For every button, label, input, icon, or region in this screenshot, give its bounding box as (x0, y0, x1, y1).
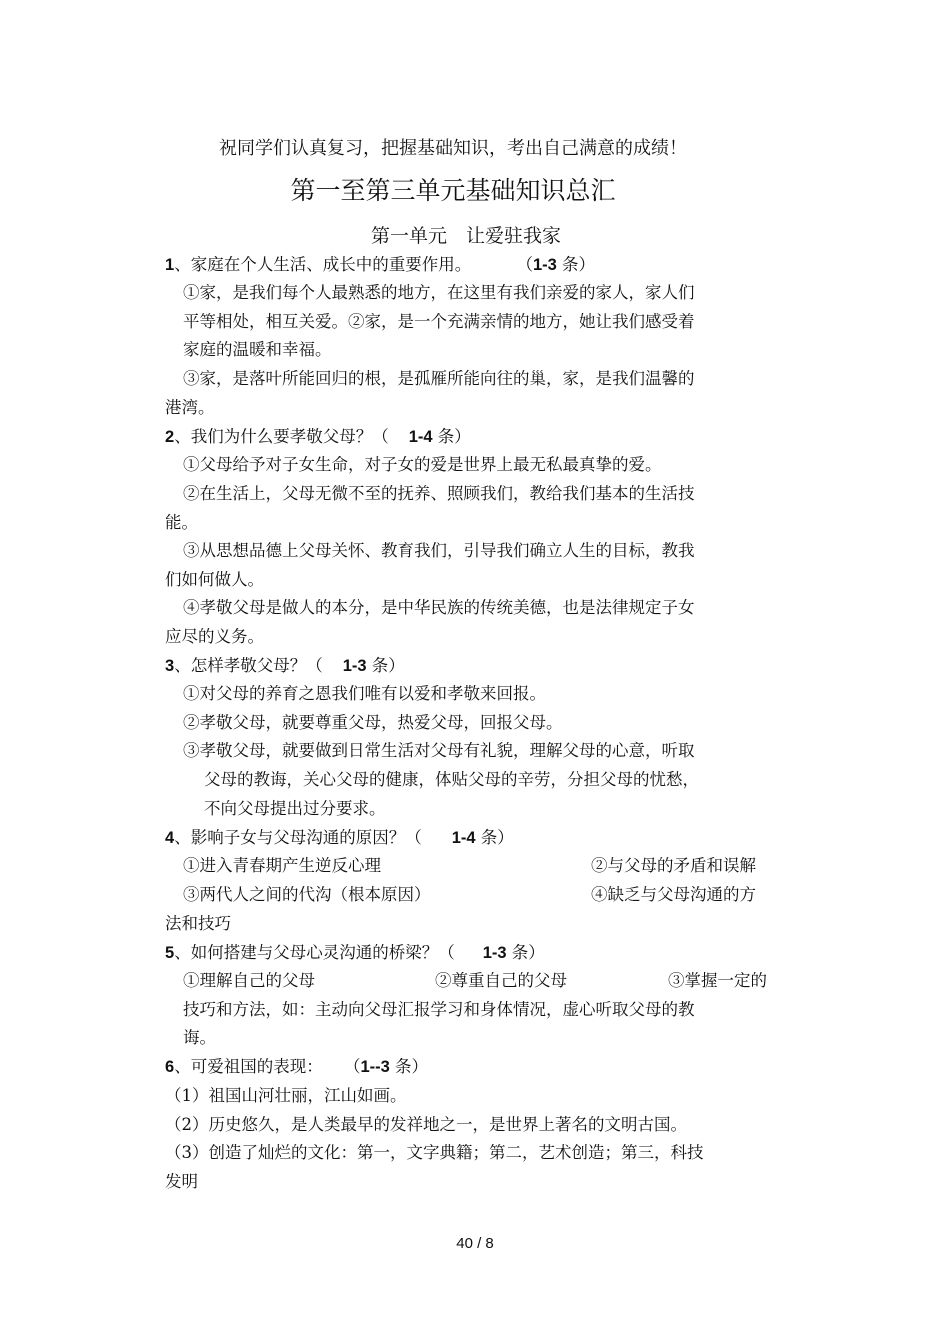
question-text: 、我们为什么要孝敬父母？（ (174, 427, 389, 446)
answer-line: （3）创造了灿烂的文化：第一，文字典籍；第二，艺术创造；第三，科技 (165, 1143, 704, 1162)
question-text: 、影响子女与父母沟通的原因？（ (174, 828, 422, 847)
question-number: 1 (165, 256, 175, 274)
answer-line: ①对父母的养育之恩我们唯有以爱和孝敬来回报。 (183, 684, 546, 703)
range-value: 1-3 (482, 944, 507, 962)
question-text: 、可爱祖国的表现： (174, 1057, 323, 1076)
range-close: 条） (366, 656, 405, 675)
range-open: （ (516, 255, 533, 274)
answer-item: ②与父母的矛盾和误解 (591, 856, 756, 875)
page-number: 40 / 8 (456, 1235, 494, 1252)
question-1-heading (165, 254, 595, 276)
question-4-heading (165, 827, 514, 849)
range-value: 1-4 (451, 829, 476, 847)
answer-line: 港湾。 (165, 398, 215, 417)
answer-item: ①理解自己的父母 (183, 971, 315, 990)
answer-line: ③家，是落叶所能回归的根，是孤雁所能向往的巢，家，是我们温馨的 (183, 369, 695, 388)
question-text: 、如何搭建与父母心灵沟通的桥梁？（ (174, 943, 455, 962)
answer-item: ③两代人之间的代沟（根本原因） (183, 885, 431, 904)
range-value: 1-3 (342, 657, 367, 675)
range-open: （ (343, 1057, 361, 1076)
answer-line: 不向父母提出过分要求。 (204, 799, 386, 818)
answer-line: ②孝敬父母，就要尊重父母，热爱父母，回报父母。 (183, 713, 563, 732)
answer-line: ①父母给予对子女生命，对子女的爱是世界上最无私最真挚的爱。 (183, 455, 662, 474)
answer-line: （2）历史悠久，是人类最早的发祥地之一，是世界上著名的文明古国。 (165, 1115, 687, 1134)
answer-item: ②尊重自己的父母 (435, 971, 567, 990)
unit-title: 第一单元 让爱驻我家 (370, 225, 561, 247)
question-number: 6 (165, 1058, 175, 1076)
question-number: 3 (165, 657, 175, 675)
question-6-heading (165, 1056, 428, 1078)
answer-line: ③孝敬父母，就要做到日常生活对父母有礼貌，理解父母的心意，听取 (183, 741, 695, 760)
question-5-heading (165, 942, 545, 964)
answer-line: ③从思想品德上父母关怀、教育我们，引导我们确立人生的目标，教我 (183, 541, 695, 560)
answer-line: 发明 (165, 1172, 198, 1191)
question-number: 2 (165, 428, 175, 446)
range-close: 条） (389, 1057, 429, 1076)
range-close: 条） (556, 255, 596, 274)
greeting: 祝同学们认真复习，把握基础知识，考出自己满意的成绩！ (219, 138, 687, 159)
answer-item: ④缺乏与父母沟通的方 (591, 885, 756, 904)
answer-line: 平等相处，相互关爱。②家，是一个充满亲情的地方，她让我们感受着 (183, 312, 695, 331)
answer-line: 父母的教诲，关心父母的健康，体贴父母的辛劳，分担父母的忧愁， (204, 770, 699, 789)
answer-item: ③掌握一定的 (668, 971, 767, 990)
question-text: 、家庭在个人生活、成长中的重要作用。 (174, 255, 472, 274)
answer-line: 技巧和方法，如：主动向父母汇报学习和身体情况，虚心听取父母的教 (183, 1000, 695, 1019)
answer-line: 诲。 (183, 1028, 216, 1047)
answer-line: 应尽的义务。 (165, 627, 264, 646)
page-title: 第一至第三单元基础知识总汇 (290, 176, 616, 205)
question-3-heading (165, 655, 405, 677)
question-number: 4 (165, 829, 175, 847)
range-close: 条） (432, 427, 471, 446)
answer-line: ①家，是我们每个人最熟悉的地方，在这里有我们亲爱的家人，家人们 (183, 283, 695, 302)
range-value: 1-4 (408, 428, 433, 446)
answer-item: ①进入青春期产生逆反心理 (183, 856, 381, 875)
range-close: 条） (506, 943, 545, 962)
question-text: 、怎样孝敬父母？（ (174, 656, 323, 675)
answer-line: ②在生活上，父母无微不至的抚养、照顾我们，教给我们基本的生活技 (183, 484, 695, 503)
question-2-heading (165, 426, 471, 448)
range-value: 1--3 (360, 1058, 390, 1076)
range-value: 1-3 (532, 256, 557, 274)
answer-line: 法和技巧 (165, 914, 231, 933)
answer-line: 家庭的温暖和幸福。 (183, 340, 332, 359)
answer-line: ④孝敬父母是做人的本分，是中华民族的传统美德，也是法律规定子女 (183, 598, 695, 617)
answer-line: （1）祖国山河壮丽，江山如画。 (165, 1086, 407, 1105)
answer-line: 能。 (165, 513, 198, 532)
range-close: 条） (475, 828, 514, 847)
question-number: 5 (165, 944, 175, 962)
answer-line: 们如何做人。 (165, 570, 264, 589)
